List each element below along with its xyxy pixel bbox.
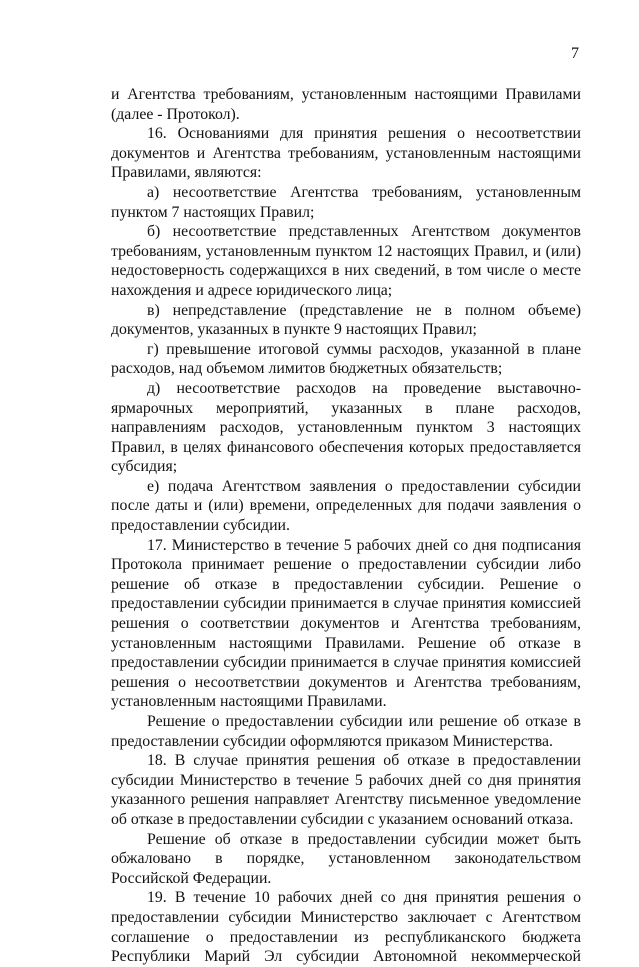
subclause-g: г) превышение итоговой суммы расходов, указанной в плане расходов, над объемом лимитов бюджетных обязательств; <box>111 340 581 378</box>
clause-18-note: Решение об отказе в предоставлении субсидии может быть обжаловано в порядке, установленном законодательством Российской Федерации. <box>111 830 581 887</box>
clause-17: 17. Министерство в течение 5 рабочих дней со дня подписания Протокола принимает решение о предоставлении субсидии либо решение об отказе в предоставлении субсидии. Решение о предоставлении субсидии принимается в случае принятия комиссией решения о соответствии документов и Агентства требованиям, установленным настоящими Правилами. Решение об отказе в предоставлении субсидии принимается в случае принятия комиссией решения о несоответствии документов и Агентства требованиям, установленным настоящими Правилами. <box>111 536 581 711</box>
document-body <box>111 85 581 967</box>
subclause-a: а) несоответствие Агентства требованиям, установленным пунктом 7 настоящих Правил; <box>111 183 581 221</box>
clause-18: 18. В случае принятия решения об отказе в предоставлении субсидии Министерство в течение 5 рабочих дней со дня принятия указанного решения направляет Агентству письменное уведомление об отказе в предоставлении субсидии с указанием оснований отказа. <box>111 752 581 828</box>
page-number: 7 <box>571 45 579 62</box>
paragraph-continuation: и Агентства требованиям, установленным настоящими Правилами (далее - Протокол). <box>111 86 581 123</box>
subclause-e: е) подача Агентством заявления о предоставлении субсидии после даты и (или) времени, определенных для подачи заявления о предоставлении субсидии. <box>111 477 581 535</box>
clause-19: 19. В течение 10 рабочих дней со дня принятия решения о предоставлении субсидии Министерство заключает с Агентством соглашение о предоставлении из республиканского бюджета Республики Марий Эл субсидии Автономной некоммерческой <box>111 889 581 966</box>
subclause-d: д) несоответствие расходов на проведение выставочно-ярмарочных мероприятий, указанных в плане расходов, направлениям расходов, установленным пунктом 3 настоящих Правил, в целях финансового обеспечения которых предоставляется субсидия; <box>111 379 581 476</box>
clause-16: 16. Основаниями для принятия решения о несоответствии документов и Агентства требованиям, установленным настоящими Правилами, являются: <box>111 125 581 182</box>
subclause-b: б) несоответствие представленных Агентством документов требованиям, установленным пунктом 12 настоящих Правил, и (или) недостоверность содержащихся в них сведений, в том числе о месте нахождения и адресе юридического лица; <box>111 223 581 299</box>
subclause-v: в) непредставление (представление не в полном объеме) документов, указанных в пункте 9 настоящих Правил; <box>111 301 581 339</box>
clause-17-note: Решение о предоставлении субсидии или решение об отказе в предоставлении субсидии оформляются приказом Министерства. <box>111 713 581 750</box>
